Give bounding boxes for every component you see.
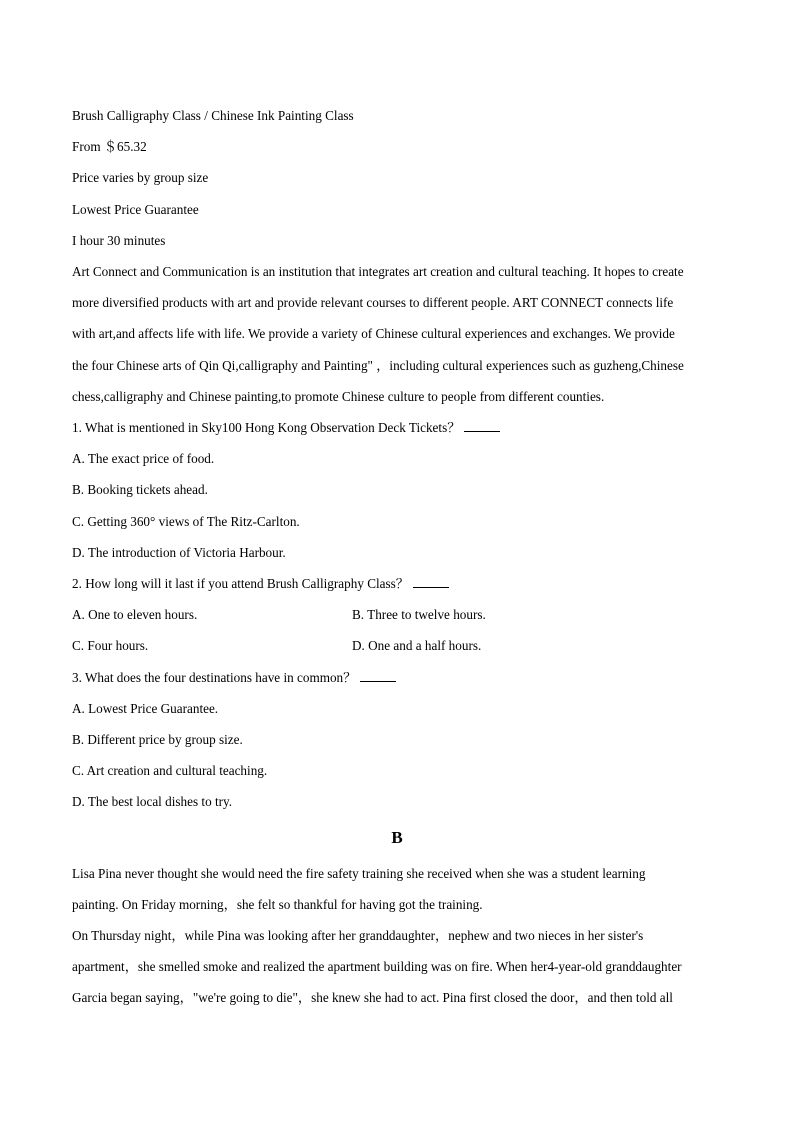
answer-blank (464, 419, 500, 432)
question-2-option-d: D. One and a half hours. (352, 638, 482, 654)
question-1-stem: 1. What is mentioned in Sky100 Hong Kong Observation Deck Tickets？ (72, 412, 722, 443)
passage-line: Lisa Pina never thought she would need the fire safety training she received when she was a student learning (72, 865, 646, 881)
passage-line: Garcia began saying，"we're going to die"，she knew she had to act. Pina first closed the door，and then told all (72, 990, 673, 1006)
question-3-option-a: A. Lowest Price Guarantee. (72, 700, 219, 716)
question-2-option-c: C. Four hours. (72, 638, 149, 654)
passage-line: On Thursday night，while Pina was looking after her granddaughter，nephew and two nieces in her sister's (72, 928, 644, 944)
description-line: with art,and affects life with life. We provide a variety of Chinese cultural experiences and exchanges. We provide (72, 326, 675, 342)
question-3-stem: 3. What does the four destinations have in common？ (72, 662, 722, 693)
question-3-option-b: B. Different price by group size. (72, 732, 243, 748)
section-b-passage (72, 858, 722, 1014)
price-note: Price varies by group size (72, 170, 209, 186)
description-line: chess,calligraphy and Chinese painting,to promote Chinese culture to people from different counties. (72, 388, 605, 404)
class-description (72, 256, 722, 412)
passage-line: apartment，she smelled smoke and realized the apartment building was on fire. When her4-year-old granddaughter (72, 959, 682, 975)
description-line: Art Connect and Communication is an institution that integrates art creation and cultural teaching. It hopes to create (72, 264, 684, 280)
question-2-option-a: A. One to eleven hours. (72, 607, 198, 623)
question-2-options-row-1 (72, 599, 722, 630)
answer-blank (413, 575, 449, 588)
question-1-option-c: C. Getting 360° views of The Ritz-Carlton. (72, 513, 300, 529)
question-1-option-d: D. The introduction of Victoria Harbour. (72, 544, 286, 560)
class-duration: I hour 30 minutes (72, 232, 166, 248)
question-2-option-b: B. Three to twelve hours. (352, 607, 486, 623)
description-line: the four Chinese arts of Qin Qi,calligraphy and Painting" ，including cultural experiences such as guzheng,Chinese (72, 357, 684, 373)
question-3-option-d: D. The best local dishes to try. (72, 794, 233, 810)
question-2-stem: 2. How long will it last if you attend Brush Calligraphy Class？ (72, 568, 722, 599)
question-1-option-b: B. Booking tickets ahead. (72, 482, 208, 498)
class-price: From ＄65.32 (72, 139, 147, 155)
description-line: more diversified products with art and provide relevant courses to different people. ART CONNECT connects life (72, 295, 674, 311)
section-heading-b: B (391, 827, 403, 847)
question-3-option-c: C. Art creation and cultural teaching. (72, 763, 268, 779)
document-content (72, 100, 722, 1014)
answer-blank (360, 669, 396, 682)
class-title: Brush Calligraphy Class / Chinese Ink Painting Class (72, 108, 354, 123)
price-guarantee: Lowest Price Guarantee (72, 201, 199, 217)
question-1-option-a: A. The exact price of food. (72, 451, 215, 467)
passage-line: painting. On Friday morning，she felt so thankful for having got the training. (72, 896, 483, 912)
question-2-options-row-2 (72, 630, 722, 661)
